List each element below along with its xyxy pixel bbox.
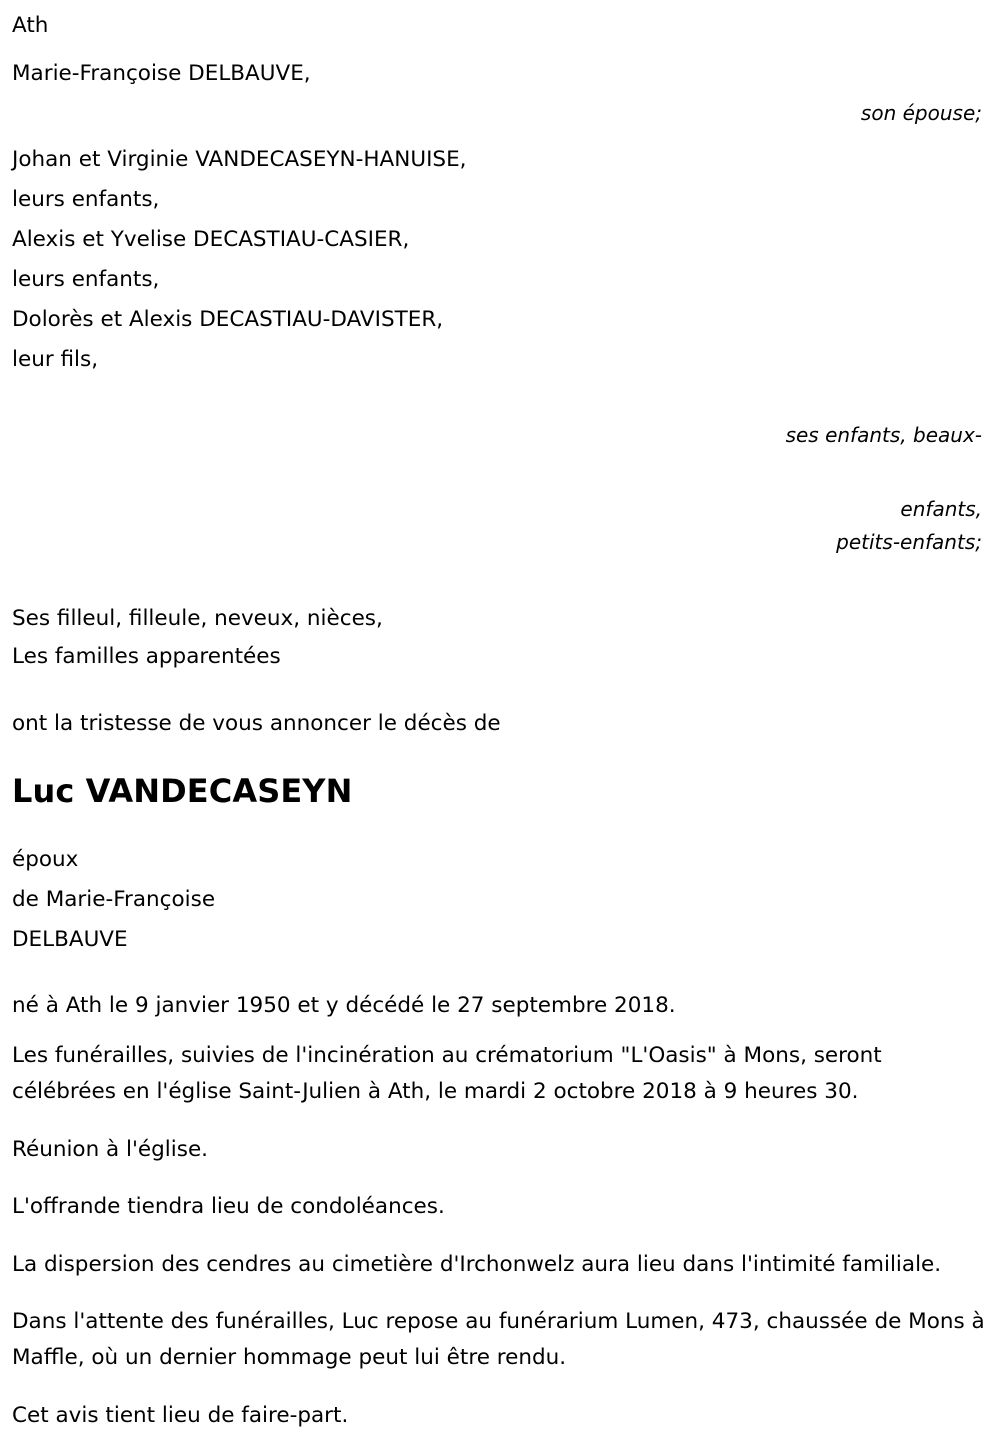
family-member-line: Alexis et Yvelise DECASTIAU-CASIER, <box>12 227 410 252</box>
announcement-text: ont la tristesse de vous annoncer le décès de <box>12 711 501 736</box>
spouse-of-line: de Marie-Françoise <box>12 887 216 912</box>
family-member-line: leurs enfants, <box>12 187 160 212</box>
funeral-detail-paragraph: Dans l'attente des funérailles, Luc repose au funérarium Lumen, 473, chaussée de Mons à Maffle, où un dernier hommage peut lui être rendu. <box>12 1309 985 1370</box>
relation-caption-children-line3: petits-enfants; <box>836 530 982 554</box>
relatives-list <box>12 594 990 676</box>
relatives-line: Ses filleul, filleule, neveux, nièces, <box>12 606 383 631</box>
locality-line: Ath <box>12 13 49 38</box>
spouse-of-line: DELBAUVE <box>12 927 128 952</box>
family-member-line: leur fils, <box>12 347 99 372</box>
relation-caption-spouse: son épouse; <box>860 101 982 125</box>
funeral-detail-paragraph: La dispersion des cendres au cimetière d'Irchonwelz aura lieu dans l'intimité familiale. <box>12 1251 942 1277</box>
relation-caption-children-line1: ses enfants, beaux- <box>785 423 982 447</box>
funeral-detail-paragraph: Réunion à l'église. <box>12 1136 209 1162</box>
spouse-of-block <box>12 812 990 960</box>
spouse-of-line: époux <box>12 847 79 872</box>
surviving-spouse-name: Marie-Françoise DELBAUVE, <box>12 61 311 86</box>
relation-caption-children <box>12 380 990 594</box>
funeral-detail-paragraph: Les funérailles, suivies de l'incinération au crématorium "L'Oasis" à Mons, seront célébrées en l'église Saint-Julien à Ath, le mardi 2 octobre 2018 à 9 heures 30. <box>12 1043 882 1104</box>
birth-death-dates: né à Ath le 9 janvier 1950 et y décédé le 27 septembre 2018. <box>12 993 676 1018</box>
funeral-detail-paragraph: Cet avis tient lieu de faire-part. <box>12 1402 349 1428</box>
family-member-line: Johan et Virginie VANDECASEYN-HANUISE, <box>12 147 467 172</box>
family-members-list <box>12 130 990 380</box>
relatives-line: Les familles apparentées <box>12 644 281 669</box>
relation-caption-children-line2: enfants, <box>900 497 982 521</box>
family-member-line: Dolorès et Alexis DECASTIAU-DAVISTER, <box>12 307 444 332</box>
deceased-name: Luc VANDECASEYN <box>12 772 353 810</box>
family-member-line: leurs enfants, <box>12 267 160 292</box>
funeral-detail-paragraph: L'offrande tiendra lieu de condoléances. <box>12 1194 445 1219</box>
